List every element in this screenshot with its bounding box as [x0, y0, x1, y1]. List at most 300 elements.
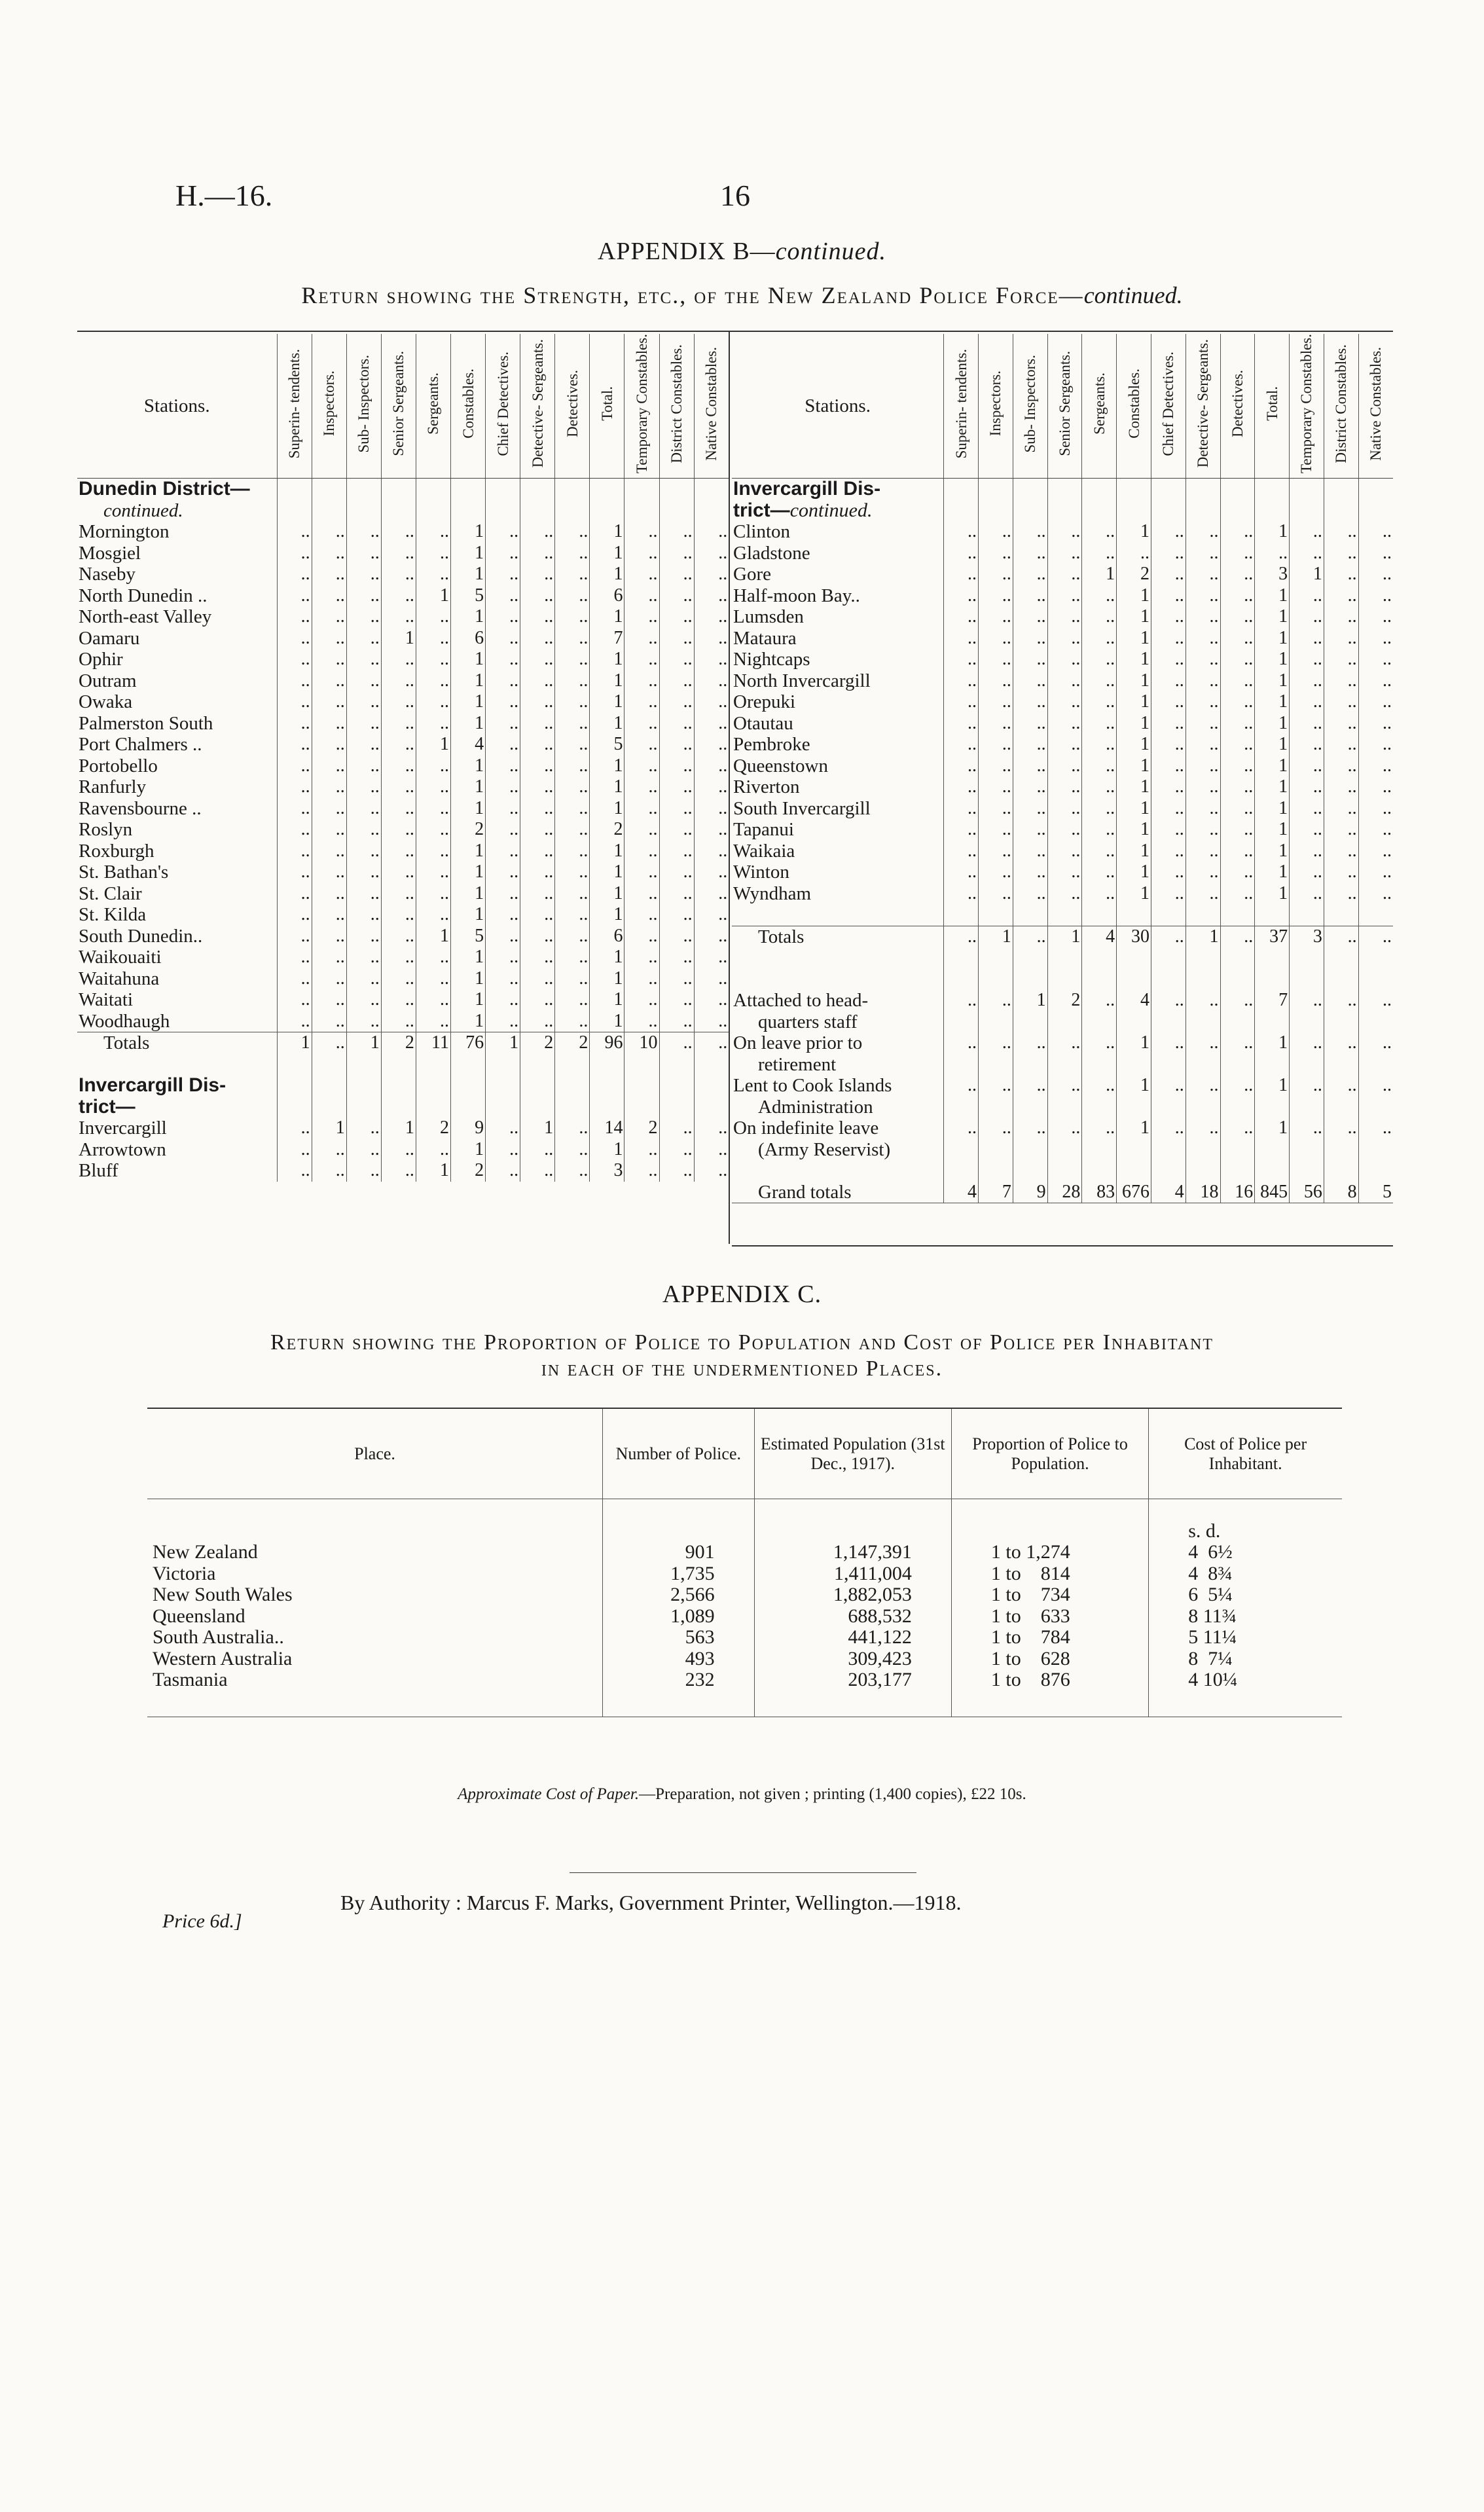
value-cell: .. — [381, 564, 416, 585]
station-name: Mornington — [79, 521, 170, 543]
value-cell — [1324, 1011, 1358, 1033]
value-cell — [1220, 1054, 1255, 1076]
value-cell — [520, 1054, 555, 1076]
station-cell — [77, 1118, 277, 1139]
station-name: Roxburgh — [79, 840, 154, 862]
value-cell: .. — [486, 1118, 520, 1139]
value-cell: .. — [1220, 990, 1255, 1011]
value-cell: .. — [1324, 776, 1358, 798]
value-cell: .. — [944, 990, 979, 1011]
cost-of-paper-note — [0, 1785, 1484, 1804]
value-cell — [1255, 1011, 1290, 1033]
value-cell: 30 — [1117, 926, 1151, 947]
value-cell: .. — [277, 691, 312, 713]
value-cell: .. — [381, 1011, 416, 1032]
value-cell: .. — [312, 904, 346, 926]
value-cell: .. — [694, 734, 729, 755]
value-cell: .. — [944, 713, 979, 735]
value-cell: 2 — [624, 1118, 659, 1139]
value-cell: .. — [659, 628, 694, 649]
value-cell: .. — [1151, 734, 1185, 755]
station-cell — [732, 691, 944, 713]
value-cell — [555, 479, 590, 500]
station-name: trict— — [79, 1096, 136, 1118]
value-cell — [1082, 1097, 1117, 1118]
value-cell: 1 — [450, 1011, 485, 1032]
column-header: Detectives. — [555, 334, 590, 479]
value-cell — [450, 1075, 485, 1097]
column-header: Temporary Constables. — [1290, 334, 1324, 479]
value-cell: .. — [1047, 713, 1082, 735]
value-cell: .. — [659, 691, 694, 713]
station-name: (Army Reservist) — [758, 1138, 891, 1160]
value-cell — [1082, 904, 1117, 926]
value-cell: .. — [520, 904, 555, 926]
value-cell: .. — [1358, 734, 1393, 755]
value-cell: .. — [346, 628, 381, 649]
value-cell: .. — [277, 564, 312, 585]
value-cell: .. — [381, 968, 416, 990]
value-cell: .. — [277, 819, 312, 841]
value-cell: .. — [659, 776, 694, 798]
value-cell: .. — [1013, 734, 1047, 755]
value-cell: .. — [1324, 1118, 1358, 1139]
station-name: Port Chalmers .. — [79, 734, 202, 755]
value-cell: .. — [694, 1160, 729, 1182]
station-name: Ravensbourne .. — [79, 797, 202, 819]
proportion: 1 to 814 — [951, 1563, 1148, 1585]
station-cell — [732, 1139, 944, 1161]
value-cell: 76 — [450, 1032, 485, 1054]
value-cell: 2 — [1117, 564, 1151, 585]
place-row — [147, 1627, 1342, 1648]
value-cell: 7 — [1255, 990, 1290, 1011]
value-cell: .. — [486, 947, 520, 968]
value-cell: .. — [1117, 543, 1151, 564]
value-cell: .. — [346, 968, 381, 990]
station-cell — [732, 969, 944, 991]
value-cell: .. — [944, 585, 979, 607]
value-cell — [1013, 1160, 1047, 1182]
station-row — [732, 1032, 1393, 1054]
appendix-b-subtitle-main: Return showing the Strength, etc., of the New Zealand Police Force— — [301, 282, 1084, 308]
value-cell: 4 — [1151, 1182, 1185, 1203]
value-cell — [1220, 500, 1255, 522]
value-cell: .. — [1290, 1118, 1324, 1139]
value-cell — [277, 1075, 312, 1097]
value-cell: .. — [1358, 1032, 1393, 1054]
value-cell: 1 — [590, 1139, 624, 1161]
value-cell: .. — [979, 543, 1013, 564]
value-cell — [381, 500, 416, 522]
station-cell — [77, 1139, 277, 1161]
value-cell: .. — [979, 606, 1013, 628]
value-cell: .. — [1358, 1118, 1393, 1139]
value-cell: .. — [1185, 713, 1220, 735]
station-name: Waikaia — [733, 840, 795, 862]
value-cell: .. — [1047, 543, 1082, 564]
value-cell — [1290, 500, 1324, 522]
value-cell: .. — [520, 883, 555, 905]
value-cell: .. — [312, 1011, 346, 1032]
value-cell — [1358, 1097, 1393, 1118]
authority-line: By Authority : Marcus F. Marks, Government Printer, Wellington.—1918. — [340, 1891, 962, 1914]
value-cell: 1 — [590, 883, 624, 905]
cost-per-inhabitant: 4 10¼ — [1149, 1669, 1342, 1691]
value-cell: .. — [1324, 990, 1358, 1011]
station-row — [77, 1011, 729, 1032]
value-cell: .. — [1255, 543, 1290, 564]
station-row — [732, 1075, 1393, 1097]
value-cell: .. — [277, 713, 312, 735]
value-cell: .. — [1047, 776, 1082, 798]
value-cell: .. — [555, 819, 590, 841]
value-cell: .. — [1220, 841, 1255, 862]
value-cell: .. — [520, 649, 555, 670]
value-cell: .. — [416, 841, 450, 862]
station-name: Pembroke — [733, 734, 810, 755]
value-cell: .. — [555, 947, 590, 968]
value-cell: .. — [1047, 564, 1082, 585]
place-row — [147, 1648, 1342, 1670]
value-cell: 6 — [590, 926, 624, 947]
value-cell: .. — [1082, 1032, 1117, 1054]
value-cell: .. — [520, 606, 555, 628]
price-label: Price 6d.] — [162, 1910, 242, 1932]
station-row — [77, 883, 729, 905]
value-cell: .. — [659, 968, 694, 990]
value-cell: .. — [1324, 1075, 1358, 1097]
value-cell: .. — [416, 670, 450, 692]
value-cell: .. — [624, 755, 659, 777]
value-cell: .. — [694, 841, 729, 862]
value-cell: 1 — [590, 606, 624, 628]
station-name: North-east Valley — [79, 606, 212, 628]
value-cell: .. — [486, 649, 520, 670]
value-cell: .. — [659, 1032, 694, 1054]
value-cell: .. — [1185, 691, 1220, 713]
value-cell: .. — [659, 841, 694, 862]
value-cell: .. — [659, 564, 694, 585]
value-cell: .. — [486, 776, 520, 798]
value-cell: .. — [416, 883, 450, 905]
value-cell: 1 — [590, 841, 624, 862]
value-cell: .. — [659, 1011, 694, 1032]
value-cell: .. — [1290, 606, 1324, 628]
value-cell: 37 — [1255, 926, 1290, 947]
district-continued — [77, 500, 729, 522]
value-cell: .. — [277, 734, 312, 755]
value-cell: 1 — [1255, 776, 1290, 798]
value-cell: .. — [1220, 670, 1255, 692]
value-cell: .. — [1290, 990, 1324, 1011]
station-name: Outram — [79, 670, 137, 691]
value-cell: 1 — [450, 521, 485, 543]
value-cell: 1 — [416, 734, 450, 755]
value-cell — [1290, 1011, 1324, 1033]
value-cell — [694, 1054, 729, 1076]
value-cell: 1 — [450, 691, 485, 713]
value-cell: 1 — [416, 1160, 450, 1182]
value-cell: 1 — [1117, 1032, 1151, 1054]
station-name: Clinton — [733, 521, 791, 543]
value-cell: .. — [694, 1118, 729, 1139]
station-row — [77, 1139, 729, 1161]
value-cell: 1 — [450, 862, 485, 883]
value-cell — [1185, 1097, 1220, 1118]
value-cell — [1358, 1139, 1393, 1161]
value-cell — [1047, 1097, 1082, 1118]
value-cell: .. — [624, 543, 659, 564]
column-header: District Constables. — [659, 334, 694, 479]
continued-label: continued. — [789, 500, 873, 521]
column-header: Inspectors. — [979, 334, 1013, 479]
value-cell — [1324, 1139, 1358, 1161]
value-cell: .. — [312, 862, 346, 883]
value-cell: .. — [520, 691, 555, 713]
station-name: continued. — [103, 500, 183, 521]
value-cell — [277, 1054, 312, 1076]
value-cell: 1 — [1255, 670, 1290, 692]
value-cell: .. — [1047, 1075, 1082, 1097]
value-cell — [944, 904, 979, 926]
station-name: Queenstown — [733, 755, 828, 776]
station-cell — [732, 1075, 944, 1097]
value-cell: .. — [944, 670, 979, 692]
station-row — [732, 628, 1393, 649]
value-cell: .. — [1358, 691, 1393, 713]
col-cost: Cost of Police per Inhabitant. — [1149, 1408, 1342, 1499]
station-name: Totals — [103, 1032, 150, 1054]
value-cell: .. — [1047, 819, 1082, 841]
value-cell — [979, 500, 1013, 522]
value-cell: .. — [416, 862, 450, 883]
value-cell: 1 — [450, 841, 485, 862]
cost-per-inhabitant: 8 7¼ — [1149, 1648, 1342, 1670]
value-cell: .. — [381, 1139, 416, 1161]
value-cell: .. — [1185, 734, 1220, 755]
value-cell: .. — [520, 670, 555, 692]
value-cell — [486, 1097, 520, 1118]
value-cell: .. — [277, 989, 312, 1011]
value-cell — [277, 500, 312, 522]
value-cell: .. — [486, 798, 520, 820]
value-cell: .. — [381, 1160, 416, 1182]
value-cell: .. — [1151, 628, 1185, 649]
value-cell — [1290, 479, 1324, 500]
value-cell: 1 — [1117, 1118, 1151, 1139]
value-cell: .. — [624, 904, 659, 926]
value-cell: .. — [346, 755, 381, 777]
station-row — [732, 670, 1393, 692]
value-cell: .. — [979, 1032, 1013, 1054]
value-cell: .. — [1151, 543, 1185, 564]
proportion: 1 to 784 — [951, 1627, 1148, 1648]
value-cell: 845 — [1255, 1182, 1290, 1203]
value-cell: .. — [1324, 606, 1358, 628]
value-cell — [1290, 969, 1324, 991]
value-cell: .. — [555, 862, 590, 883]
value-cell: 6 — [450, 628, 485, 649]
value-cell: .. — [277, 1139, 312, 1161]
value-cell: .. — [416, 649, 450, 670]
station-cell — [77, 968, 277, 990]
value-cell: .. — [1220, 819, 1255, 841]
value-cell: 14 — [590, 1118, 624, 1139]
value-cell: .. — [312, 691, 346, 713]
value-cell: 1 — [1117, 1075, 1151, 1097]
value-cell — [381, 1075, 416, 1097]
value-cell: .. — [659, 713, 694, 735]
value-cell — [1013, 904, 1047, 926]
value-cell: 1 — [486, 1032, 520, 1054]
value-cell: .. — [346, 883, 381, 905]
station-name: Tapanui — [733, 819, 794, 841]
value-cell: .. — [694, 798, 729, 820]
value-cell — [624, 479, 659, 500]
value-cell: .. — [1151, 776, 1185, 798]
station-cell — [732, 713, 944, 735]
cost-per-inhabitant: 4 8¾ — [1149, 1563, 1342, 1585]
station-row-continued — [732, 1011, 1393, 1033]
value-cell: .. — [1151, 755, 1185, 777]
value-cell — [1324, 1160, 1358, 1182]
value-cell: .. — [312, 713, 346, 735]
station-name: quarters staff — [758, 1011, 858, 1032]
value-cell: .. — [486, 585, 520, 607]
value-cell — [1151, 1097, 1185, 1118]
value-cell — [590, 479, 624, 500]
place-name: South Australia.. — [153, 1626, 284, 1648]
value-cell: .. — [486, 1011, 520, 1032]
station-cell — [732, 883, 944, 905]
value-cell: .. — [1082, 670, 1117, 692]
station-name: Gore — [733, 564, 771, 585]
value-cell: .. — [624, 691, 659, 713]
value-cell — [1220, 1097, 1255, 1118]
value-cell — [624, 500, 659, 522]
value-cell — [346, 500, 381, 522]
station-name: Woodhaugh — [79, 1010, 170, 1032]
place-name: New Zealand — [153, 1541, 258, 1563]
value-cell: 9 — [450, 1118, 485, 1139]
station-row — [732, 564, 1393, 585]
place-name: Western Australia — [153, 1647, 293, 1669]
value-cell: .. — [1185, 649, 1220, 670]
value-cell: .. — [624, 1160, 659, 1182]
value-cell: .. — [1185, 670, 1220, 692]
proportion: 1 to 876 — [951, 1669, 1148, 1691]
station-row — [732, 755, 1393, 777]
value-cell: .. — [1013, 926, 1047, 947]
value-cell — [1255, 969, 1290, 991]
station-name: St. Clair — [79, 883, 142, 904]
totals-row — [77, 1032, 729, 1054]
value-cell: 1 — [1255, 798, 1290, 820]
value-cell: .. — [1047, 798, 1082, 820]
value-cell: 1 — [450, 776, 485, 798]
value-cell: 1 — [450, 606, 485, 628]
value-cell: .. — [346, 606, 381, 628]
value-cell — [1185, 969, 1220, 991]
value-cell — [1358, 1054, 1393, 1076]
value-cell: .. — [416, 904, 450, 926]
value-cell — [1185, 947, 1220, 969]
value-cell: 1 — [590, 755, 624, 777]
value-cell: .. — [555, 691, 590, 713]
value-cell — [381, 1054, 416, 1076]
value-cell: .. — [1290, 755, 1324, 777]
station-name: Winton — [733, 862, 789, 883]
value-cell — [1047, 947, 1082, 969]
police-number: 2,566 — [603, 1584, 755, 1606]
value-cell — [944, 947, 979, 969]
value-cell: .. — [1185, 564, 1220, 585]
value-cell: .. — [312, 798, 346, 820]
station-cell — [732, 776, 944, 798]
column-header: Sergeants. — [1082, 334, 1117, 479]
value-cell — [944, 969, 979, 991]
value-cell: .. — [520, 968, 555, 990]
value-cell: 1 — [590, 947, 624, 968]
value-cell: .. — [381, 798, 416, 820]
station-cell — [77, 713, 277, 735]
value-cell: .. — [555, 798, 590, 820]
value-cell: .. — [277, 862, 312, 883]
value-cell: .. — [1290, 1032, 1324, 1054]
cost-per-inhabitant: 6 5¼ — [1149, 1584, 1342, 1606]
value-cell: .. — [277, 649, 312, 670]
value-cell — [346, 1054, 381, 1076]
value-cell: .. — [381, 606, 416, 628]
value-cell: 1 — [1117, 862, 1151, 883]
column-header: Superin- tendents. — [277, 334, 312, 479]
value-cell: .. — [277, 521, 312, 543]
value-cell — [1255, 947, 1290, 969]
value-cell — [1290, 904, 1324, 926]
value-cell: .. — [1047, 755, 1082, 777]
value-cell — [1185, 500, 1220, 522]
value-cell — [450, 500, 485, 522]
value-cell — [1047, 479, 1082, 500]
population: 203,177 — [754, 1669, 951, 1691]
value-cell — [979, 1054, 1013, 1076]
value-cell: .. — [277, 883, 312, 905]
value-cell — [1324, 500, 1358, 522]
value-cell: .. — [1082, 713, 1117, 735]
place-row — [147, 1563, 1342, 1585]
proportion: 1 to 633 — [951, 1606, 1148, 1628]
value-cell: .. — [1047, 649, 1082, 670]
value-cell: .. — [1220, 606, 1255, 628]
value-cell: .. — [1358, 776, 1393, 798]
appendix-b-title-main: APPENDIX B— — [597, 238, 776, 265]
value-cell — [1358, 904, 1393, 926]
value-cell: .. — [659, 521, 694, 543]
value-cell: 4 — [450, 734, 485, 755]
value-cell: 1 — [312, 1118, 346, 1139]
value-cell: .. — [520, 734, 555, 755]
value-cell: .. — [1185, 521, 1220, 543]
value-cell: .. — [1151, 521, 1185, 543]
population: 1,411,004 — [754, 1563, 951, 1585]
value-cell: .. — [346, 1160, 381, 1182]
value-cell: .. — [416, 521, 450, 543]
value-cell: .. — [486, 691, 520, 713]
value-cell: 1 — [1255, 649, 1290, 670]
value-cell: .. — [1082, 862, 1117, 883]
value-cell: .. — [486, 989, 520, 1011]
